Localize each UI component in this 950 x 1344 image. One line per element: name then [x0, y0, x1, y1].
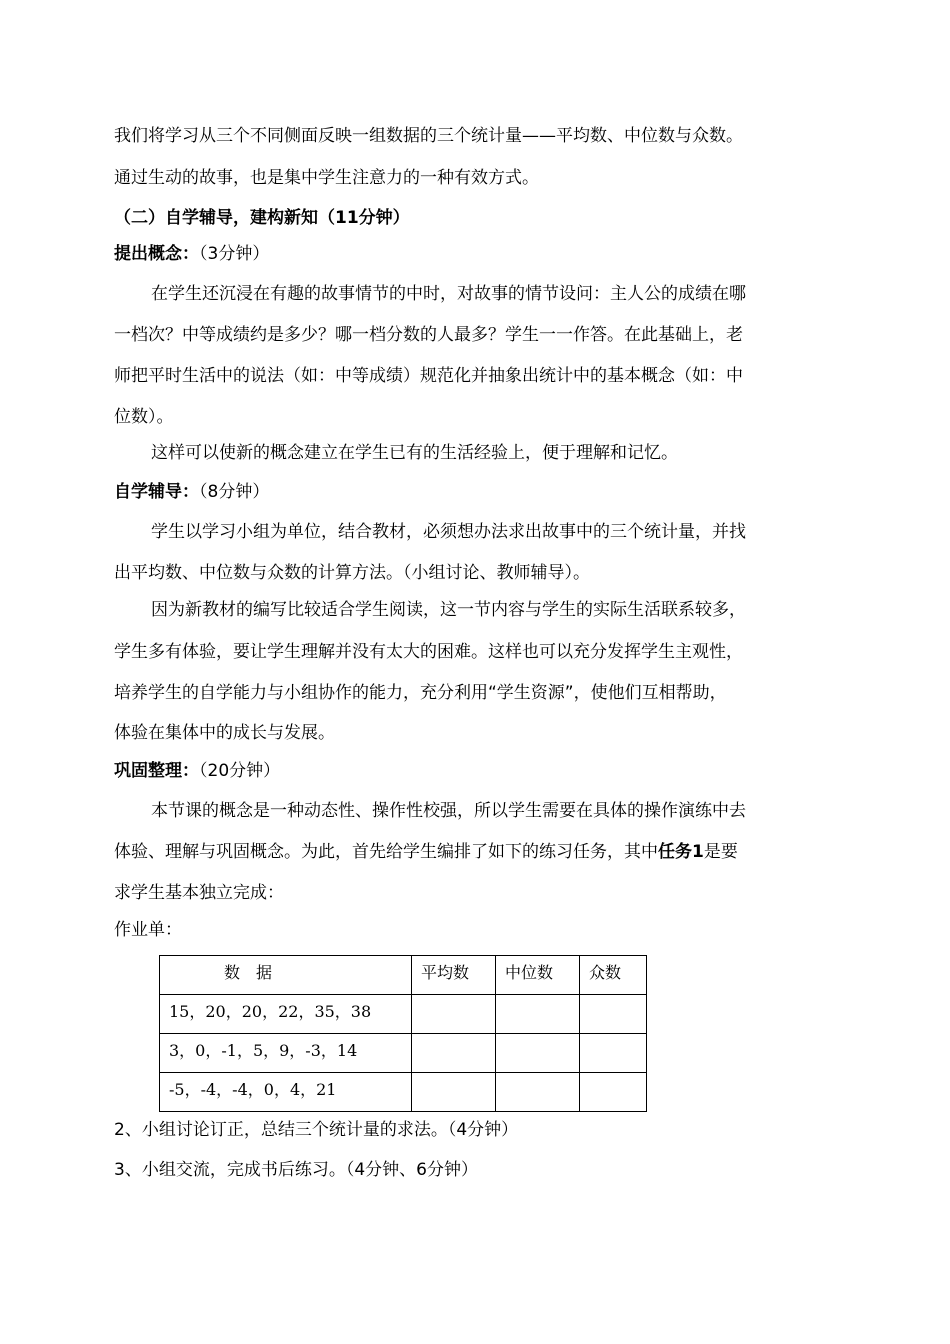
paragraph-line: 通过生动的故事，也是集中学生注意力的一种有效方式。: [114, 168, 539, 188]
mode-cell: [580, 1073, 647, 1112]
paragraph-line: 求学生基本独立完成：: [114, 883, 284, 903]
median-cell: [496, 1073, 580, 1112]
mode-cell: [580, 1034, 647, 1073]
subsection-title: 自学辅导：: [114, 482, 199, 502]
column-header-mode: 众数: [580, 956, 647, 995]
paragraph-line: 2、小组讨论订正，总结三个统计量的求法。（4分钟）: [114, 1120, 519, 1140]
median-cell: [496, 995, 580, 1034]
paragraph-line: 在学生还沉浸在有趣的故事情节的中时，对故事的情节设问：主人公的成绩在哪: [151, 284, 746, 304]
mean-cell: [412, 995, 496, 1034]
column-header-median: 中位数: [496, 956, 580, 995]
section-heading: （二）自学辅导，建构新知（11分钟）: [114, 208, 410, 228]
table-row: [160, 995, 647, 1034]
subsection-heading: [114, 480, 269, 504]
paragraph-line: [114, 840, 738, 864]
paragraph-text: 体验、理解与巩固概念。为此，首先给学生编排了如下的练习任务，其中: [114, 842, 658, 862]
paragraph-line: 师把平时生活中的说法（如：中等成绩）规范化并抽象出统计中的基本概念（如：中: [114, 366, 743, 386]
subsection-heading: [114, 242, 269, 266]
data-cell: 3，0，-1，5，9，-3，14: [160, 1034, 412, 1073]
median-cell: [496, 1034, 580, 1073]
subsection-heading: [114, 759, 280, 783]
paragraph-line: 本节课的概念是一种动态性、操作性校强，所以学生需要在具体的操作演练中去: [151, 801, 746, 821]
column-header-mean: 平均数: [412, 956, 496, 995]
table-row: [160, 1073, 647, 1112]
subsection-duration: （3分钟）: [199, 244, 270, 264]
mean-cell: [412, 1034, 496, 1073]
subsection-duration: （8分钟）: [199, 482, 270, 502]
paragraph-text: 是要: [703, 842, 738, 862]
paragraph-line: 学生以学习小组为单位，结合教材，必须想办法求出故事中的三个统计量，并找: [151, 522, 746, 542]
subsection-title: 提出概念：: [114, 244, 199, 264]
worksheet-table: [159, 955, 647, 1112]
data-cell: 15，20，20，22，35，38: [160, 995, 412, 1034]
paragraph-line: 一档次？中等成绩约是多少？哪一档分数的人最多？学生一一作答。在此基础上，老: [114, 325, 743, 345]
data-cell: -5，-4，-4，0，4，21: [160, 1073, 412, 1112]
worksheet-label: 作业单：: [114, 920, 182, 940]
table-row: [160, 1034, 647, 1073]
paragraph-line: 体验在集体中的成长与发展。: [114, 723, 335, 743]
paragraph-line: 因为新教材的编写比较适合学生阅读，这一节内容与学生的实际生活联系较多，: [151, 600, 746, 620]
paragraph-line: 这样可以使新的概念建立在学生已有的生活经验上，便于理解和记忆。: [151, 443, 678, 463]
paragraph-line: 学生多有体验，要让学生理解并没有太大的困难。这样也可以充分发挥学生主观性，: [114, 642, 743, 662]
mode-cell: [580, 995, 647, 1034]
mean-cell: [412, 1073, 496, 1112]
task-emphasis: 任务1: [658, 842, 704, 862]
paragraph-line: 出平均数、中位数与众数的计算方法。（小组讨论、教师辅导）。: [114, 563, 590, 583]
subsection-title: 巩固整理：: [114, 761, 199, 781]
table-header-row: [160, 956, 647, 995]
paragraph-line: 培养学生的自学能力与小组协作的能力，充分利用“学生资源”，使他们互相帮助，: [114, 683, 727, 703]
column-header-data: 数 据: [160, 956, 412, 995]
subsection-duration: （20分钟）: [199, 761, 281, 781]
paragraph-line: 3、小组交流，完成书后练习。（4分钟、6分钟）: [114, 1160, 478, 1180]
paragraph-line: 我们将学习从三个不同侧面反映一组数据的三个统计量——平均数、中位数与众数。: [114, 126, 743, 146]
paragraph-line: 位数）。: [114, 407, 174, 427]
